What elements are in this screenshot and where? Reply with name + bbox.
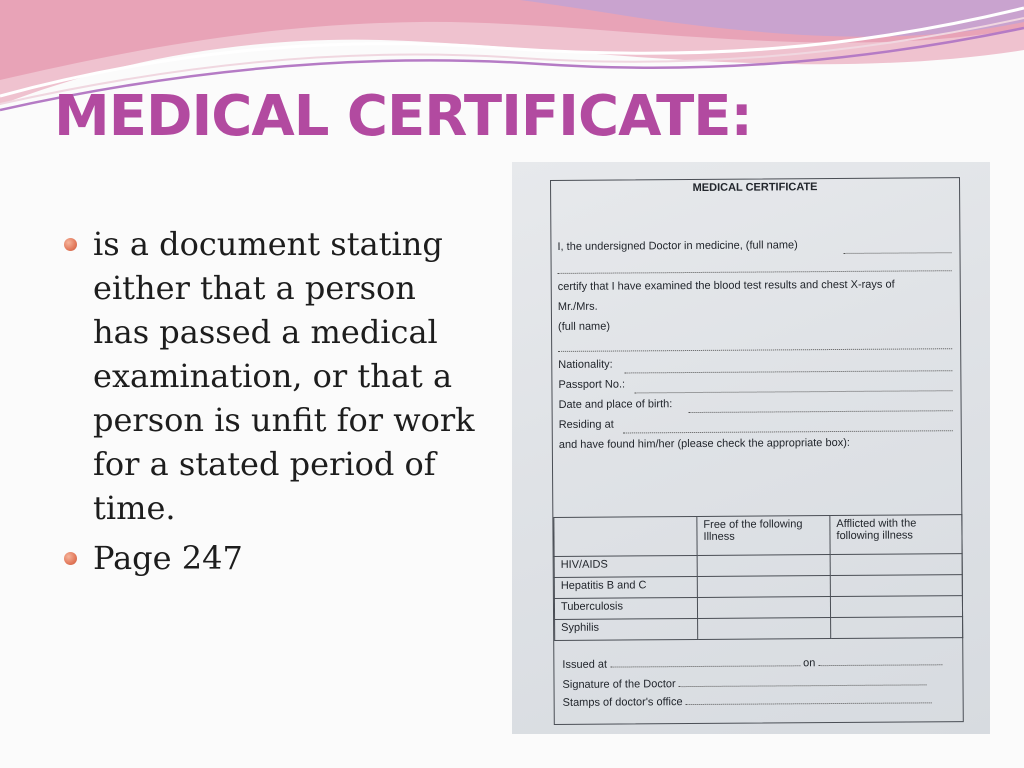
free-checkbox-cell [697, 555, 830, 577]
nationality-label: Nationality: [558, 358, 613, 371]
bullet-definition [60, 222, 480, 530]
bullet-text: Page 247 [93, 539, 243, 577]
blank-line [558, 336, 952, 352]
afflicted-checkbox-cell [830, 596, 962, 618]
illness-table [553, 514, 963, 641]
table-row [554, 596, 962, 620]
free-checkbox-cell [698, 618, 831, 640]
certificate-form [550, 177, 964, 725]
signature-line: Signature of the Doctor [562, 676, 950, 691]
table-header-row [554, 515, 962, 557]
bullet-dot-icon [64, 552, 77, 565]
free-checkbox-cell [697, 576, 830, 598]
stamps-line: Stamps of doctor's office [563, 694, 951, 709]
bullet-text: is a document stating either that a person has passed a medical examination, or that a person is unfit for work for a stated period of time. [93, 225, 475, 527]
table-row [555, 617, 963, 641]
patient-title-line: Mr./Mrs. [557, 300, 598, 313]
dotted-fill [844, 252, 952, 254]
table-row [554, 575, 962, 599]
free-checkbox-cell [697, 597, 830, 619]
certificate-heading: MEDICAL CERTIFICATE [692, 181, 818, 195]
table-header-free: Free of the following Illness [697, 516, 830, 556]
birth-label: Date and place of birth: [558, 398, 673, 411]
dotted-fill [634, 390, 952, 393]
certificate-photo [512, 162, 990, 734]
dotted-fill [689, 410, 953, 413]
issued-line: Issued at on [562, 656, 950, 671]
blank-line [558, 258, 952, 274]
dotted-fill [624, 370, 952, 373]
illness-name: HIV/AIDS [554, 555, 697, 577]
illness-name: Tuberculosis [554, 597, 697, 619]
bullet-dot-icon [64, 238, 77, 251]
afflicted-checkbox-cell [831, 617, 963, 639]
doctor-name-line: I, the undersigned Doctor in medicine, (full name) [557, 239, 798, 253]
illness-name: Syphilis [555, 618, 698, 640]
patient-fullname-label: (full name) [557, 320, 611, 333]
check-box-instruction: and have found him/her (please check the appropriate box): [558, 436, 850, 451]
table-header-afflicted: Afflicted with the following illness [830, 515, 962, 555]
illness-name: Hepatitis B and C [554, 576, 697, 598]
certify-line: certify that I have examined the blood test results and chest X-rays of [557, 278, 895, 293]
table-header-empty [554, 516, 697, 556]
passport-label: Passport No.: [558, 378, 626, 391]
residing-label: Residing at [558, 418, 614, 431]
bullet-page-reference [60, 536, 480, 580]
afflicted-checkbox-cell [830, 575, 962, 597]
afflicted-checkbox-cell [830, 554, 962, 576]
bullet-list [60, 222, 480, 586]
table-row [554, 554, 962, 578]
slide-title: MEDICAL CERTIFICATE: [54, 84, 752, 149]
dotted-fill [623, 430, 953, 433]
